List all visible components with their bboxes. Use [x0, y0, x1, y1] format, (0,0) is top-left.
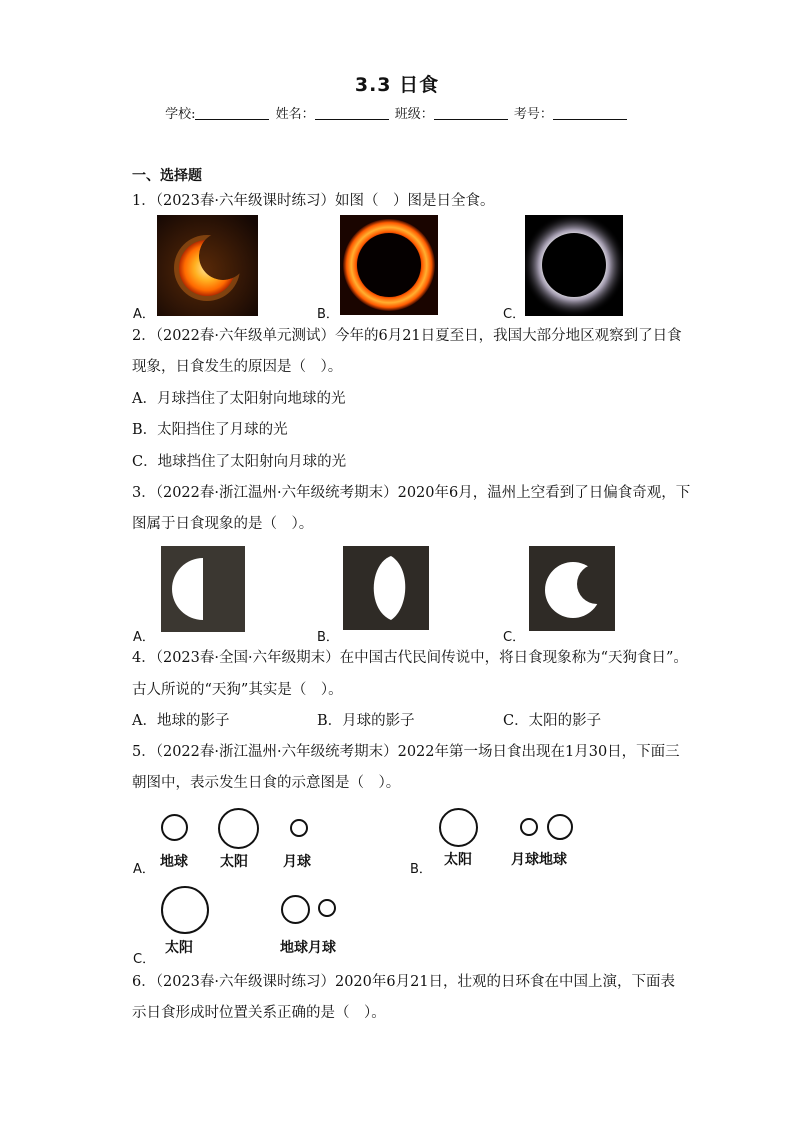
moon-circle — [520, 818, 538, 836]
q6-line2: 示日食形成时位置关系正确的是（ ）。 — [132, 1005, 386, 1021]
moon-circle — [290, 819, 308, 837]
q5b-moon-earth-label: 月球地球 — [511, 852, 567, 868]
school-blank[interactable] — [195, 106, 269, 120]
sun-circle — [218, 808, 259, 849]
q4-line1: 4．（2023春·全国·六年级期末）在中国古代民间传说中，将日食现象称为“天狗食日”。 — [132, 650, 688, 666]
q5-option-a-label[interactable]: A． — [133, 862, 155, 877]
q1-option-b-label[interactable]: B． — [317, 307, 339, 322]
q6-line1: 6．（2023春·六年级课时练习）2020年6月21日，壮观的日环食在中国上演，下面表 — [132, 974, 676, 990]
exam-no-label: 考号： — [513, 107, 553, 122]
q5a-sun-label: 太阳 — [220, 854, 248, 870]
half-moon-diagram — [161, 546, 245, 632]
annular-eclipse-photo — [340, 215, 438, 315]
q1-option-a-label[interactable]: A． — [133, 307, 155, 322]
q2-line2: 现象，日食发生的原因是（ ）。 — [132, 359, 343, 375]
q4-option-b[interactable]: B．月球的影子 — [317, 713, 415, 729]
page-title: 3.3 日食 — [354, 74, 440, 96]
total-eclipse-photo — [525, 215, 623, 316]
name-label: 姓名： — [275, 107, 315, 122]
sun-circle — [161, 886, 209, 934]
q3-line1: 3．（2022春·浙江温州·六年级统考期末）2020年6月，温州上空看到了日偏食奇观，下 — [132, 485, 691, 501]
class-label: 班级： — [394, 107, 434, 122]
student-info-line — [0, 103, 794, 122]
q1-text: 1．（2023春·六年级课时练习）如图（ ）图是日全食。 — [132, 193, 495, 209]
q3-option-a-label[interactable]: A． — [133, 630, 155, 645]
q2-option-a[interactable]: A．月球挡住了太阳射向地球的光 — [132, 391, 346, 407]
earth-circle — [281, 895, 310, 924]
q5c-sun-label: 太阳 — [165, 940, 193, 956]
q1-option-c-label[interactable]: C． — [503, 307, 526, 322]
moon-circle — [318, 899, 336, 917]
school-label: 学校: — [165, 107, 196, 122]
q3-option-b-label[interactable]: B． — [317, 630, 339, 645]
q4-option-a[interactable]: A．地球的影子 — [132, 713, 230, 729]
earth-circle — [161, 814, 188, 841]
q2-line1: 2．（2022春·六年级单元测试）今年的6月21日夏至日，我国大部分地区观察到了日食 — [132, 328, 682, 344]
q5a-earth-label: 地球 — [160, 854, 188, 870]
q3-option-c-label[interactable]: C． — [503, 630, 526, 645]
partial-eclipse-photo — [157, 215, 258, 316]
q5c-earth-moon-label: 地球月球 — [280, 940, 336, 956]
section-heading: 一、选择题 — [132, 168, 202, 184]
q5-line1: 5．（2022春·浙江温州·六年级统考期末）2022年第一场日食出现在1月30日，下面三 — [132, 744, 680, 760]
q5a-moon-label: 月球 — [283, 854, 311, 870]
class-blank[interactable] — [434, 106, 508, 120]
q5b-sun-label: 太阳 — [444, 852, 472, 868]
exam-no-blank[interactable] — [553, 106, 627, 120]
q5-line2: 朝图中，表示发生日食的示意图是（ ）。 — [132, 775, 401, 791]
earth-circle — [547, 814, 573, 840]
q3-line2: 图属于日食现象的是（ ）。 — [132, 516, 314, 532]
partial-sun-diagram — [529, 546, 615, 631]
q5-option-b-label[interactable]: B． — [410, 862, 432, 877]
name-blank[interactable] — [315, 106, 389, 120]
q2-option-b[interactable]: B．太阳挡住了月球的光 — [132, 422, 288, 438]
q4-option-c[interactable]: C．太阳的影子 — [503, 713, 602, 729]
gibbous-shape-diagram — [343, 546, 429, 630]
q4-line2: 古人所说的“天狗”其实是（ ）。 — [132, 682, 343, 698]
q5-option-c-label[interactable]: C． — [133, 952, 156, 967]
q2-option-c[interactable]: C．地球挡住了太阳射向月球的光 — [132, 454, 347, 470]
sun-circle — [439, 808, 478, 847]
